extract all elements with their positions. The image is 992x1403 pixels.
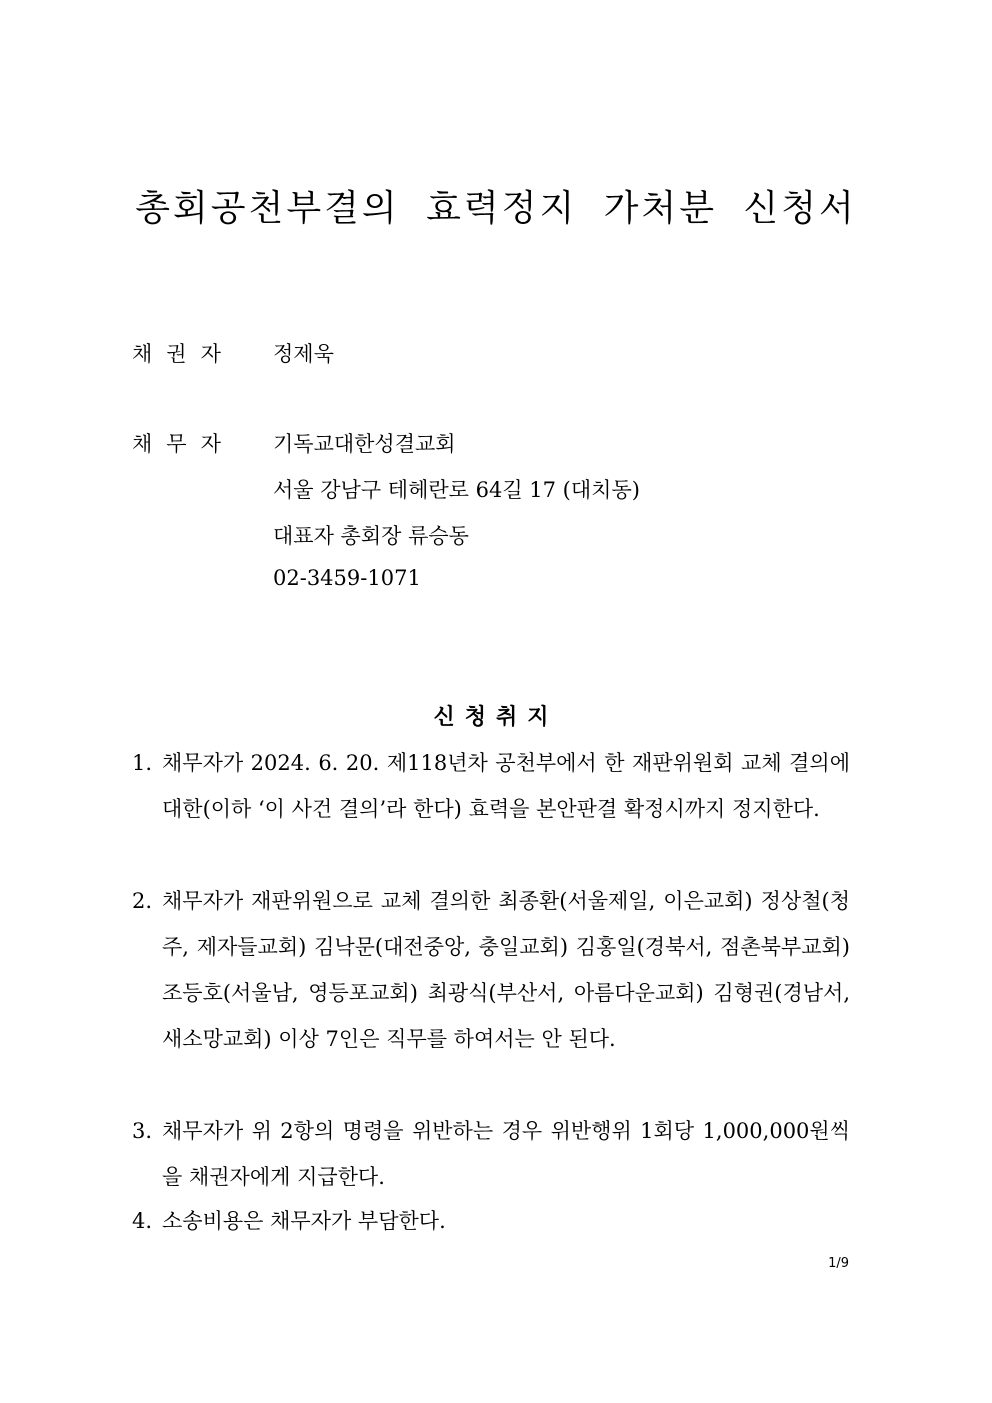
purpose-item-1 bbox=[132, 740, 850, 832]
purpose-item-3 bbox=[132, 1108, 850, 1200]
debtor-address: 서울 강남구 테헤란로 64길 17 (대치동) bbox=[273, 478, 640, 502]
debtor-phone: 02-3459-1071 bbox=[273, 566, 421, 590]
purpose-heading: 신청취지 bbox=[433, 705, 559, 730]
item-text: 채무자가 재판위원으로 교체 결의한 최종환(서울제일, 이은교회) 정상철(청주, 제자들교회) 김낙문(대전중앙, 충일교회) 김홍일(경북서, 점촌북부교회) 조등호(서울남, 영등포교회) 최광식(부산서, 아름다운교회) 김형권(경남서, 새소망교회) 이상 7인은 직무를 하여서는 안 된다. bbox=[162, 889, 850, 1051]
page-number: 1/9 bbox=[828, 1256, 849, 1271]
debtor-name: 기독교대한성결교회 bbox=[273, 432, 456, 456]
document-title: 총회공천부결의 효력정지 가처분 신청서 bbox=[135, 188, 857, 229]
creditor-name: 정제욱 bbox=[273, 342, 334, 366]
item-text: 채무자가 위 2항의 명령을 위반하는 경우 위반행위 1회당 1,000,000원씩을 채권자에게 지급한다. bbox=[162, 1119, 850, 1189]
debtor-label: 채무자 bbox=[132, 432, 235, 456]
debtor-representative: 대표자 총회장 류승동 bbox=[273, 524, 469, 548]
item-number: 2. bbox=[132, 889, 153, 913]
purpose-item-2 bbox=[132, 878, 850, 1062]
creditor-label: 채권자 bbox=[132, 342, 235, 366]
item-number: 3. bbox=[132, 1119, 153, 1143]
item-text: 채무자가 2024. 6. 20. 제118년차 공천부에서 한 재판위원회 교체 결의에 대한(이하 ‘이 사건 결의’라 한다) 효력을 본안판결 확정시까지 정지한다. bbox=[162, 751, 850, 821]
item-text: 소송비용은 채무자가 부담한다. bbox=[162, 1209, 446, 1233]
item-number: 4. bbox=[132, 1209, 153, 1233]
item-number: 1. bbox=[132, 751, 153, 775]
purpose-item-4 bbox=[132, 1198, 850, 1244]
